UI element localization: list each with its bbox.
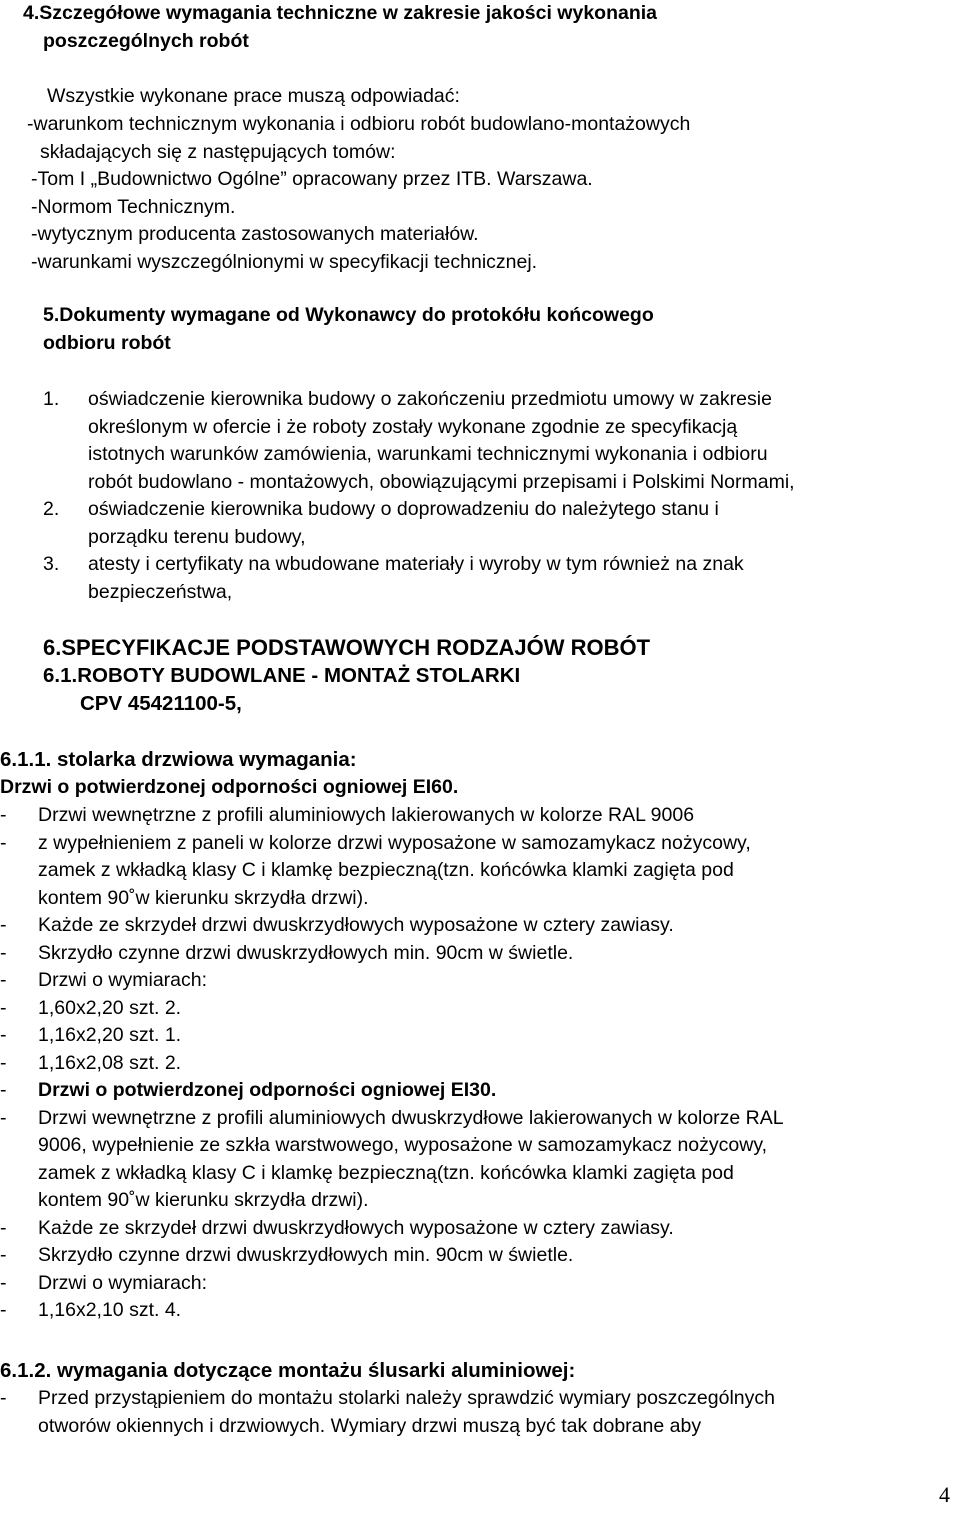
list-item [0, 967, 784, 995]
section-4-intro: Wszystkie wykonane prace muszą odpowiadać: [47, 85, 460, 107]
list-item-line-bold: Drzwi o potwierdzonej odporności ogniowej EI30. [38, 1079, 497, 1101]
section-5-list [43, 386, 795, 606]
list-item-line: bezpieczeństwa, [88, 580, 233, 603]
list-item-line: 1,16x2,08 szt. 2. [38, 1051, 182, 1074]
page-number: 4 [939, 1482, 950, 1507]
list-item-line: robót budowlano - montażowych, obowiązującymi przepisami i Polskimi Normami, [88, 470, 795, 493]
list-item-line: Skrzydło czynne drzwi dwuskrzydłowych min. 90cm w świetle. [38, 1244, 574, 1266]
list-item [0, 1022, 784, 1050]
list-item-line: Skrzydło czynne drzwi dwuskrzydłowych min. 90cm w świetle. [38, 941, 574, 964]
requirement-line: -warunkami wyszczególnionymi w specyfikacji technicznej. [31, 250, 538, 273]
list-item [0, 1297, 784, 1325]
section-6-1-1-list [0, 802, 784, 1325]
section-4-heading [23, 0, 657, 55]
section-6-1-heading: 6.1.ROBOTY BUDOWLANE - MONTAŻ STOLARKI [43, 664, 521, 687]
list-item [0, 1077, 784, 1105]
list-item-line: kontem 90˚w kierunku skrzydła drzwi). [38, 1189, 369, 1211]
section-5-heading-line-2: odbioru robót [43, 331, 171, 354]
list-item-line: 1,16x2,10 szt. 4. [38, 1299, 182, 1321]
list-item-line: kontem 90˚w kierunku skrzydła drzwi). [38, 886, 369, 909]
list-item-line: Drzwi o wymiarach: [38, 969, 208, 991]
list-dash: - [0, 1079, 7, 1101]
list-item [0, 1215, 784, 1243]
list-dash: - [0, 969, 7, 991]
list-item-line: otworów okiennych i drzwiowych. Wymiary drzwi muszą być tak dobrane aby [38, 1414, 702, 1437]
requirement-line: -warunkom technicznym wykonania i odbioru robót budowlano-montażowych [27, 113, 691, 135]
list-dash: - [0, 1051, 7, 1074]
list-item-line: Każde ze skrzydeł drzwi dwuskrzydłowych wyposażone w cztery zawiasy. [38, 1216, 674, 1239]
list-item [43, 386, 795, 496]
list-item [0, 1105, 784, 1215]
section-6-1-2-list [0, 1385, 775, 1440]
section-6-heading: 6.SPECYFIKACJE PODSTAWOWYCH RODZAJÓW ROBÓT [43, 635, 651, 660]
requirement-line: -Normom Technicznym. [31, 195, 236, 218]
list-dash: - [0, 996, 7, 1019]
list-item-line: 9006, wypełnienie ze szkła warstwowego, wyposażone w samozamykacz nożycowy, [38, 1134, 768, 1156]
list-dash: - [0, 1244, 7, 1266]
list-dash: - [0, 1106, 7, 1129]
section-5-heading-line-1: 5.Dokumenty wymagane od Wykonawcy do protokółu końcowego [43, 304, 654, 326]
list-dash: - [0, 941, 7, 964]
list-item [0, 995, 784, 1023]
list-item-line: 1,60x2,20 szt. 2. [38, 996, 182, 1019]
section-6-1-1-heading: 6.1.1. stolarka drzwiowa wymagania: [0, 748, 357, 771]
list-item-line: określonym w ofercie i że roboty zostały wykonane zgodnie ze specyfikacją [88, 415, 738, 438]
list-item-number: 3. [43, 553, 60, 575]
list-item [0, 912, 784, 940]
section-6-1-2-heading: 6.1.2. wymagania dotyczące montażu ślusarki aluminiowej: [0, 1359, 576, 1382]
section-4-heading-line-2: poszczególnych robót [43, 29, 249, 52]
list-item-line: porządku terenu budowy, [88, 525, 306, 548]
list-item [0, 1242, 784, 1270]
list-item-number: 1. [43, 388, 60, 410]
list-item-line: zamek z wkładką klasy C i klamkę bezpieczną(tzn. końcówka klamki zagięta pod [38, 859, 734, 881]
section-4-heading-line-1: 4.Szczegółowe wymagania techniczne w zakresie jakości wykonania [23, 2, 658, 24]
section-5-heading [43, 302, 654, 357]
list-item [0, 1050, 784, 1078]
list-item-line: Drzwi wewnętrzne z profili aluminiowych lakierowanych w kolorze RAL 9006 [38, 804, 695, 826]
list-item-line: istotnych warunków zamówienia, warunkami technicznymi wykonania i odbioru [88, 443, 768, 465]
list-item [0, 940, 784, 968]
cpv-code: CPV 45421100-5, [80, 692, 242, 715]
list-dash: - [0, 1299, 7, 1321]
list-item [43, 551, 795, 606]
list-item-line: 1,16x2,20 szt. 1. [38, 1024, 182, 1046]
list-item [0, 802, 784, 830]
list-item-line: oświadczenie kierownika budowy o zakończeniu przedmiotu umowy w zakresie [88, 388, 772, 410]
list-dash: - [0, 1387, 7, 1409]
list-item-line: oświadczenie kierownika budowy o doprowadzeniu do należytego stanu i [88, 498, 719, 520]
section-4-requirements [27, 111, 690, 276]
list-dash: - [0, 804, 7, 826]
list-dash: - [0, 1271, 7, 1294]
list-item-line: Drzwi o wymiarach: [38, 1271, 208, 1294]
list-item [0, 1270, 784, 1298]
list-item-number: 2. [43, 498, 60, 520]
list-dash: - [0, 1216, 7, 1239]
requirement-line: składających się z następujących tomów: [40, 140, 396, 163]
requirement-line: -wytycznym producenta zastosowanych materiałów. [31, 223, 479, 245]
list-item-line: zamek z wkładką klasy C i klamkę bezpieczną(tzn. końcówka klamki zagięta pod [38, 1161, 734, 1184]
list-dash: - [0, 914, 7, 936]
list-dash: - [0, 1024, 7, 1046]
list-item [0, 830, 784, 913]
list-item-line: atesty i certyfikaty na wbudowane materiały i wyroby w tym również na znak [88, 553, 744, 575]
list-item-line: z wypełnieniem z paneli w kolorze drzwi wyposażone w samozamykacz nożycowy, [38, 831, 751, 854]
list-item-line: Przed przystąpieniem do montażu stolarki należy sprawdzić wymiary poszczególnych [38, 1387, 775, 1409]
section-6-1-1-subheading: Drzwi o potwierdzonej odporności ogniowej EI60. [0, 776, 459, 798]
list-item [43, 496, 795, 551]
list-item-line: Każde ze skrzydeł drzwi dwuskrzydłowych wyposażone w cztery zawiasy. [38, 914, 674, 936]
requirement-line: -Tom I „Budownictwo Ogólne” opracowany przez ITB. Warszawa. [31, 168, 593, 190]
list-item-line: Drzwi wewnętrzne z profili aluminiowych dwuskrzydłowe lakierowanych w kolorze RAL [38, 1106, 784, 1129]
list-dash: - [0, 831, 7, 854]
list-item [0, 1385, 775, 1440]
